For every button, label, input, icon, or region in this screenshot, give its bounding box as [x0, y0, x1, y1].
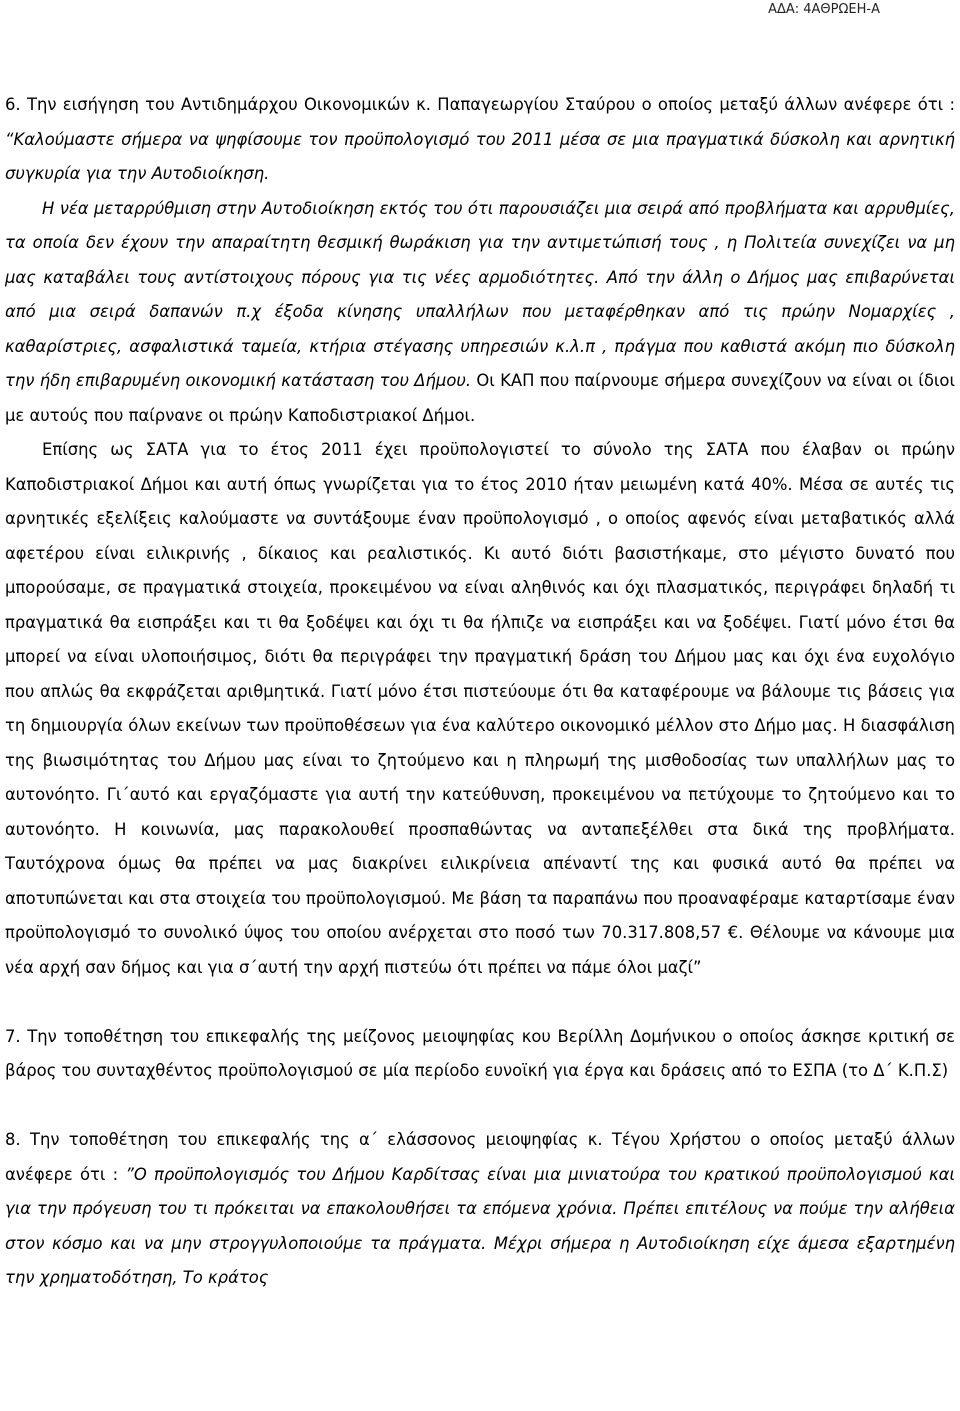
spacer [5, 1089, 955, 1124]
item-6-paragraph-2 [5, 192, 955, 434]
item-6-intro: 6. Την εισήγηση του Αντιδημάρχου Οικονομικών κ. Παπαγεωργίου Σταύρου ο οποίος μεταξύ άλλων ανέφερε ότι : [5, 95, 955, 114]
item-8 [5, 1123, 955, 1296]
item-6-quote-start: “Καλούμαστε σήμερα να ψηφίσουμε τον προϋπολογισμό του 2011 μέσα σε μια πραγματικά δύσκολη και αρνητική συγκυρία για την Αυτοδιοίκηση. [5, 129, 955, 183]
item-6-paragraph-2-italic: Η νέα μεταρρύθμιση στην Αυτοδιοίκηση εκτός του ότι παρουσιάζει μια σειρά από προβλήματα και αρρυθμίες, τα οποία δεν έχουν την απαραίτητη θεσμική θωράκιση για την αντιμετώπισή τους , η Πολιτεία συνεχίζει να μη μας καταβάλει τους αντίστοιχους πόρους για τις νέες αρμοδιότητες. Από την άλλη ο Δήμος μας επιβαρύνεται από μια σειρά δαπανών π.χ έξοδα κίνησης υπαλλήλων που μεταφέρθηκαν από τις πρώην Νομαρχίες , καθαρίστριες, ασφαλιστικά ταμεία, κτήρια στέγασης υπηρεσιών κ.λ.π , πράγμα που καθιστά ακόμη πιο δύσκολη την ήδη επιβαρυμένη οικονομική κατάσταση του Δήμου. [5, 198, 955, 390]
item-8-intro: 8. Την τοποθέτηση του επικεφαλής της α΄ ελάσσονος μειοψηφίας κ. Τέγου Χρήστου ο οποίος μεταξύ άλλων ανέφερε ότι : [5, 1130, 955, 1184]
item-6-paragraph-3: Επίσης ως ΣΑΤΑ για το έτος 2011 έχει προϋπολογιστεί το σύνολο της ΣΑΤΑ που έλαβαν οι πρώην Καποδιστριακοί Δήμοι και αυτή όπως γνωρίζεται για το έτος 2010 ήταν μειωμένη κατά 40%. Μέσα σε αυτές τις αρνητικές εξελίξεις καλούμαστε να συντάξουμε έναν προϋπολογισμό , ο οποίος αφενός είναι μεταβατικός αλλά αφετέρου είναι ειλικρινής , δίκαιος και ρεαλιστικός. Κι αυτό διότι βασιστήκαμε, στο μέγιστο δυνατό που μπορούσαμε, σε πραγματικά στοιχεία, προκειμένου να είναι αληθινός και όχι πλασματικός, περιγράφει δηλαδή τι πραγματικά θα εισπράξει και τι θα ξοδέψει και όχι τι θα ήλπιζε να εισπράξει και να ξοδέψει. Γιατί μόνο έτσι θα μπορεί να είναι υλοποιήσιμος, διότι θα περιγράφει την πραγματική δράση του Δήμου μας και όχι ένα ευχολόγιο που απλώς θα εκφράζεται αριθμητικά. Γιατί μόνο έτσι πιστεύουμε ότι θα καταφέρουμε να βάλουμε τις βάσεις για τη δημιουργία όλων εκείνων των προϋποθέσεων για ένα καλύτερο οικονομικό μέλλον στο Δήμο μας. Η διασφάλιση της βιωσιμότητας του Δήμου μας είναι το ζητούμενο και η πληρωμή της μισθοδοσίας των υπαλλήλων μας το αυτονόητο. Γι΄αυτό και εργαζόμαστε για αυτή την κατεύθυνση, προκειμένου να πετύχουμε το ζητούμενο και το αυτονόητο. Η κοινωνία, μας παρακολουθεί προσπαθώντας να ανταπεξέλθει στα δικά της προβλήματα. Ταυτόχρονα όμως θα πρέπει να μας διακρίνει ειλικρίνεια απέναντί της και φυσικά αυτό θα πρέπει να αποτυπώνεται και στα στοιχεία του προϋπολογισμού. Με βάση τα παραπάνω που προαναφέραμε καταρτίσαμε έναν προϋπολογισμό το συνολικό ύψος του οποίου ανέρχεται στο ποσό των 70.317.808,57 €. Θέλουμε να κάνουμε μια νέα αρχή σαν δήμος και για σ΄αυτή την αρχή πιστεύω ότι πρέπει να πάμε όλοι μαζί” [5, 440, 955, 977]
item-8-quote: ”Ο προϋπολογισμός του Δήμου Καρδίτσας είναι μια μινιατούρα του κρατικού προϋπολογισμού και για την πρόγευση του τι πρόκειται να επακολουθήσει τα επόμενα χρόνια. Πρέπει επιτέλους να πούμε την αλήθεια στον κόσμο και να μην στρογγυλοποιούμε τα πράγματα. Μέχρι σήμερα η Αυτοδιοίκηση είχε άμεσα εξαρτημένη την χρηματοδότηση, Το κράτος [5, 1164, 955, 1287]
document-body [5, 88, 955, 1296]
item-6-paragraph-2-normal: Οι ΚΑΠ που παίρνουμε σήμερα συνεχίζουν να είναι οι ίδιοι με αυτούς που παίρνανε οι πρώην Καποδιστριακοί Δήμοι. [5, 371, 955, 425]
document-code: ΑΔΑ: 4ΑΘΡΩΕΗ-Α [768, 2, 880, 17]
item-7 [5, 1020, 955, 1089]
spacer [5, 985, 955, 1020]
item-6-opening [5, 88, 955, 192]
item-8-paragraph [5, 1123, 955, 1296]
item-7-text: 7. Την τοποθέτηση του επικεφαλής της μείζονος μειοψηφίας κου Βερίλλη Δομήνικου ο οποίος άσκησε κριτική σε βάρος του συνταχθέντος προϋπολογισμού σε μία περίοδο ευνοϊκή για έργα και δράσεις από το ΕΣΠΑ (το Δ΄ Κ.Π.Σ) [5, 1026, 955, 1080]
item-6 [5, 88, 955, 985]
